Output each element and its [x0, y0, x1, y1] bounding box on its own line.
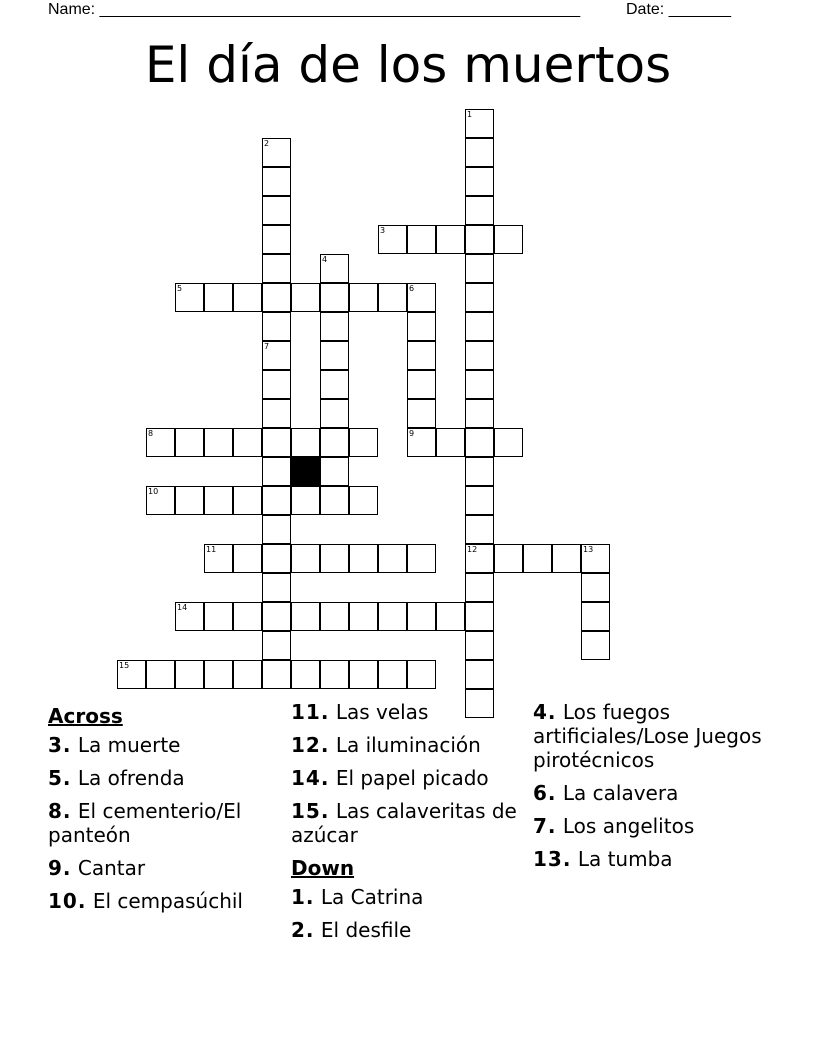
grid-cell[interactable] — [465, 544, 494, 573]
clue-across-10: 10. El cempasúchil — [48, 889, 243, 913]
grid-cell[interactable] — [320, 428, 349, 457]
grid-cell[interactable] — [552, 544, 581, 573]
clue-text: Las velas — [335, 700, 429, 724]
grid-cell[interactable] — [320, 544, 349, 573]
grid-cell[interactable] — [436, 428, 465, 457]
grid-cell[interactable] — [262, 283, 291, 312]
cell-number: 4 — [322, 255, 328, 264]
grid-cell[interactable] — [465, 109, 494, 138]
clue-text: Los angelitos — [562, 814, 695, 838]
clue-text: La Catrina — [320, 885, 424, 909]
cell-number: 3 — [380, 226, 386, 235]
grid-cell[interactable] — [465, 167, 494, 196]
clue-text: El cementerio/El panteón — [48, 799, 242, 847]
cell-number: 9 — [409, 429, 415, 438]
grid-cell[interactable] — [349, 602, 378, 631]
grid-cell[interactable] — [262, 631, 291, 660]
grid-cell[interactable] — [349, 660, 378, 689]
grid-cell[interactable] — [407, 312, 436, 341]
clue-across-12: 12. La iluminación — [291, 733, 481, 757]
grid-cell[interactable] — [262, 602, 291, 631]
name-field-label: Name: ______________________________________________________ — [48, 1, 581, 18]
grid-cell[interactable] — [465, 631, 494, 660]
grid-cell[interactable] — [407, 283, 436, 312]
clue-across-3: 3. La muerte — [48, 733, 181, 757]
grid-cell[interactable] — [320, 457, 349, 486]
grid-cell[interactable] — [378, 544, 407, 573]
grid-cell[interactable] — [465, 515, 494, 544]
grid-cell[interactable] — [262, 341, 291, 370]
grid-cell[interactable] — [204, 283, 233, 312]
grid-cell[interactable] — [494, 428, 523, 457]
cell-number: 6 — [409, 284, 415, 293]
clue-number: 3 — [48, 733, 63, 757]
grid-cell[interactable] — [233, 283, 262, 312]
clue-number: 7 — [533, 814, 548, 838]
grid-cell[interactable] — [465, 196, 494, 225]
grid-cell[interactable] — [262, 457, 291, 486]
clue-across-5: 5. La ofrenda — [48, 766, 185, 790]
grid-cell[interactable] — [146, 660, 175, 689]
cell-number: 2 — [264, 139, 270, 148]
grid-cell[interactable] — [465, 602, 494, 631]
clue-text: La tumba — [577, 847, 673, 871]
clue-number: 10 — [48, 889, 78, 913]
grid-cell[interactable] — [233, 544, 262, 573]
clue-down-13: 13. La tumba — [533, 847, 673, 871]
grid-cell[interactable] — [465, 312, 494, 341]
grid-cell[interactable] — [204, 660, 233, 689]
grid-cell[interactable] — [465, 573, 494, 602]
grid-cell[interactable] — [204, 428, 233, 457]
clue-text: El papel picado — [335, 766, 489, 790]
grid-cell[interactable] — [407, 660, 436, 689]
grid-cell[interactable] — [262, 544, 291, 573]
clue-down-7: 7. Los angelitos — [533, 814, 695, 838]
grid-cell[interactable] — [378, 283, 407, 312]
clue-number: 4 — [533, 700, 548, 724]
grid-cell[interactable] — [233, 602, 262, 631]
grid-cell[interactable] — [465, 399, 494, 428]
grid-cell[interactable] — [175, 428, 204, 457]
clue-number: 8 — [48, 799, 63, 823]
clue-text: La ofrenda — [77, 766, 185, 790]
clue-text: Las calaveritas de azúcar — [291, 799, 517, 847]
grid-cell[interactable] — [349, 283, 378, 312]
grid-cell[interactable] — [291, 283, 320, 312]
grid-cell[interactable] — [291, 602, 320, 631]
grid-cell[interactable] — [204, 602, 233, 631]
grid-cell[interactable] — [581, 544, 610, 573]
grid-cell[interactable] — [262, 428, 291, 457]
grid-cell[interactable] — [465, 138, 494, 167]
grid-cell[interactable] — [262, 660, 291, 689]
grid-cell[interactable] — [465, 457, 494, 486]
down-heading: Down — [291, 856, 355, 880]
cell-number: 15 — [119, 661, 130, 670]
grid-cell[interactable] — [262, 312, 291, 341]
cell-number: 13 — [583, 545, 594, 554]
clue-number: 2 — [291, 918, 306, 942]
grid-cell[interactable] — [291, 428, 320, 457]
clue-number: 5 — [48, 766, 63, 790]
grid-cell[interactable] — [262, 225, 291, 254]
clue-text: La muerte — [77, 733, 181, 757]
grid-cell[interactable] — [407, 602, 436, 631]
clue-text: La iluminación — [335, 733, 481, 757]
grid-cell[interactable] — [262, 138, 291, 167]
page-title: El día de los muertos — [144, 36, 672, 94]
grid-cell[interactable] — [175, 602, 204, 631]
grid-cell[interactable] — [378, 225, 407, 254]
clue-across-15: 15. Las calaveritas de azúcar — [291, 799, 517, 847]
grid-cell[interactable] — [320, 370, 349, 399]
clue-number: 11 — [291, 700, 321, 724]
grid-cell[interactable] — [291, 660, 320, 689]
clue-down-1: 1. La Catrina — [291, 885, 424, 909]
grid-cell[interactable] — [407, 341, 436, 370]
grid-cell[interactable] — [465, 486, 494, 515]
clue-text: El cempasúchil — [92, 889, 243, 913]
grid-block — [291, 457, 320, 486]
cell-number: 8 — [148, 429, 154, 438]
cell-number: 12 — [467, 545, 478, 554]
cell-number: 5 — [177, 284, 183, 293]
cell-number: 7 — [264, 342, 270, 351]
grid-cell[interactable] — [175, 660, 204, 689]
cell-number: 11 — [206, 545, 217, 554]
grid-cell[interactable] — [349, 486, 378, 515]
grid-cell[interactable] — [233, 428, 262, 457]
grid-cell[interactable] — [146, 486, 175, 515]
grid-cell[interactable] — [581, 602, 610, 631]
grid-cell[interactable] — [407, 225, 436, 254]
clue-across-8: 8. El cementerio/El panteón — [48, 799, 242, 847]
clue-number: 15 — [291, 799, 321, 823]
grid-cell[interactable] — [320, 254, 349, 283]
clues-column-2 — [291, 700, 527, 951]
clue-number: 6 — [533, 781, 548, 805]
grid-cell[interactable] — [349, 544, 378, 573]
clue-number: 12 — [291, 733, 321, 757]
clue-across-9: 9. Cantar — [48, 856, 146, 880]
grid-cell[interactable] — [320, 312, 349, 341]
grid-cell[interactable] — [349, 428, 378, 457]
grid-cell[interactable] — [262, 399, 291, 428]
clue-text: Los fuegos artificiales/Lose Juegos pirotécnicos — [533, 700, 762, 772]
clue-number: 9 — [48, 856, 63, 880]
grid-cell[interactable] — [465, 660, 494, 689]
grid-cell[interactable] — [262, 573, 291, 602]
across-heading: Across — [48, 704, 123, 728]
grid-cell[interactable] — [378, 660, 407, 689]
clue-text: Cantar — [77, 856, 146, 880]
grid-cell[interactable] — [320, 602, 349, 631]
clue-down-2: 2. El desfile — [291, 918, 412, 942]
grid-cell[interactable] — [233, 660, 262, 689]
grid-cell[interactable] — [581, 631, 610, 660]
grid-cell[interactable] — [436, 602, 465, 631]
grid-cell[interactable] — [175, 283, 204, 312]
grid-cell[interactable] — [407, 428, 436, 457]
clue-down-6: 6. La calavera — [533, 781, 679, 805]
clue-across-14: 14. El papel picado — [291, 766, 489, 790]
cell-number: 1 — [467, 110, 473, 119]
clues-column-1 — [48, 700, 284, 922]
grid-cell[interactable] — [494, 544, 523, 573]
grid-cell[interactable] — [494, 225, 523, 254]
clue-across-11: 11. Las velas — [291, 700, 429, 724]
grid-cell[interactable] — [465, 341, 494, 370]
grid-cell[interactable] — [117, 660, 146, 689]
grid-cell[interactable] — [175, 486, 204, 515]
grid-cell[interactable] — [262, 167, 291, 196]
grid-cell[interactable] — [204, 544, 233, 573]
grid-cell[interactable] — [320, 341, 349, 370]
grid-cell[interactable] — [465, 254, 494, 283]
grid-cell[interactable] — [262, 486, 291, 515]
cell-number: 14 — [177, 603, 188, 612]
cell-number: 10 — [148, 487, 159, 496]
grid-cell[interactable] — [233, 486, 262, 515]
grid-cell[interactable] — [320, 486, 349, 515]
grid-cell[interactable] — [204, 486, 233, 515]
grid-cell[interactable] — [320, 660, 349, 689]
grid-cell[interactable] — [291, 544, 320, 573]
grid-cell[interactable] — [407, 544, 436, 573]
grid-cell[interactable] — [407, 370, 436, 399]
grid-cell[interactable] — [262, 370, 291, 399]
grid-cell[interactable] — [436, 225, 465, 254]
clue-text: El desfile — [320, 918, 412, 942]
grid-cell[interactable] — [465, 428, 494, 457]
grid-cell[interactable] — [262, 515, 291, 544]
grid-cell[interactable] — [465, 225, 494, 254]
clue-number: 1 — [291, 885, 306, 909]
clue-text: La calavera — [562, 781, 679, 805]
grid-cell[interactable] — [378, 602, 407, 631]
clues-column-3 — [533, 700, 783, 880]
grid-cell[interactable] — [523, 544, 552, 573]
clue-down-4: 4. Los fuegos artificiales/Lose Juegos pirotécnicos — [533, 700, 762, 772]
grid-cell[interactable] — [146, 428, 175, 457]
grid-cell[interactable] — [291, 486, 320, 515]
clue-number: 13 — [533, 847, 563, 871]
date-field-label: Date: _______ — [626, 1, 731, 18]
grid-cell[interactable] — [581, 573, 610, 602]
grid-cell[interactable] — [320, 283, 349, 312]
grid-cell[interactable] — [262, 196, 291, 225]
grid-cell[interactable] — [320, 399, 349, 428]
grid-cell[interactable] — [465, 283, 494, 312]
clue-number: 14 — [291, 766, 321, 790]
grid-cell[interactable] — [465, 370, 494, 399]
grid-cell[interactable] — [407, 399, 436, 428]
grid-cell[interactable] — [262, 254, 291, 283]
